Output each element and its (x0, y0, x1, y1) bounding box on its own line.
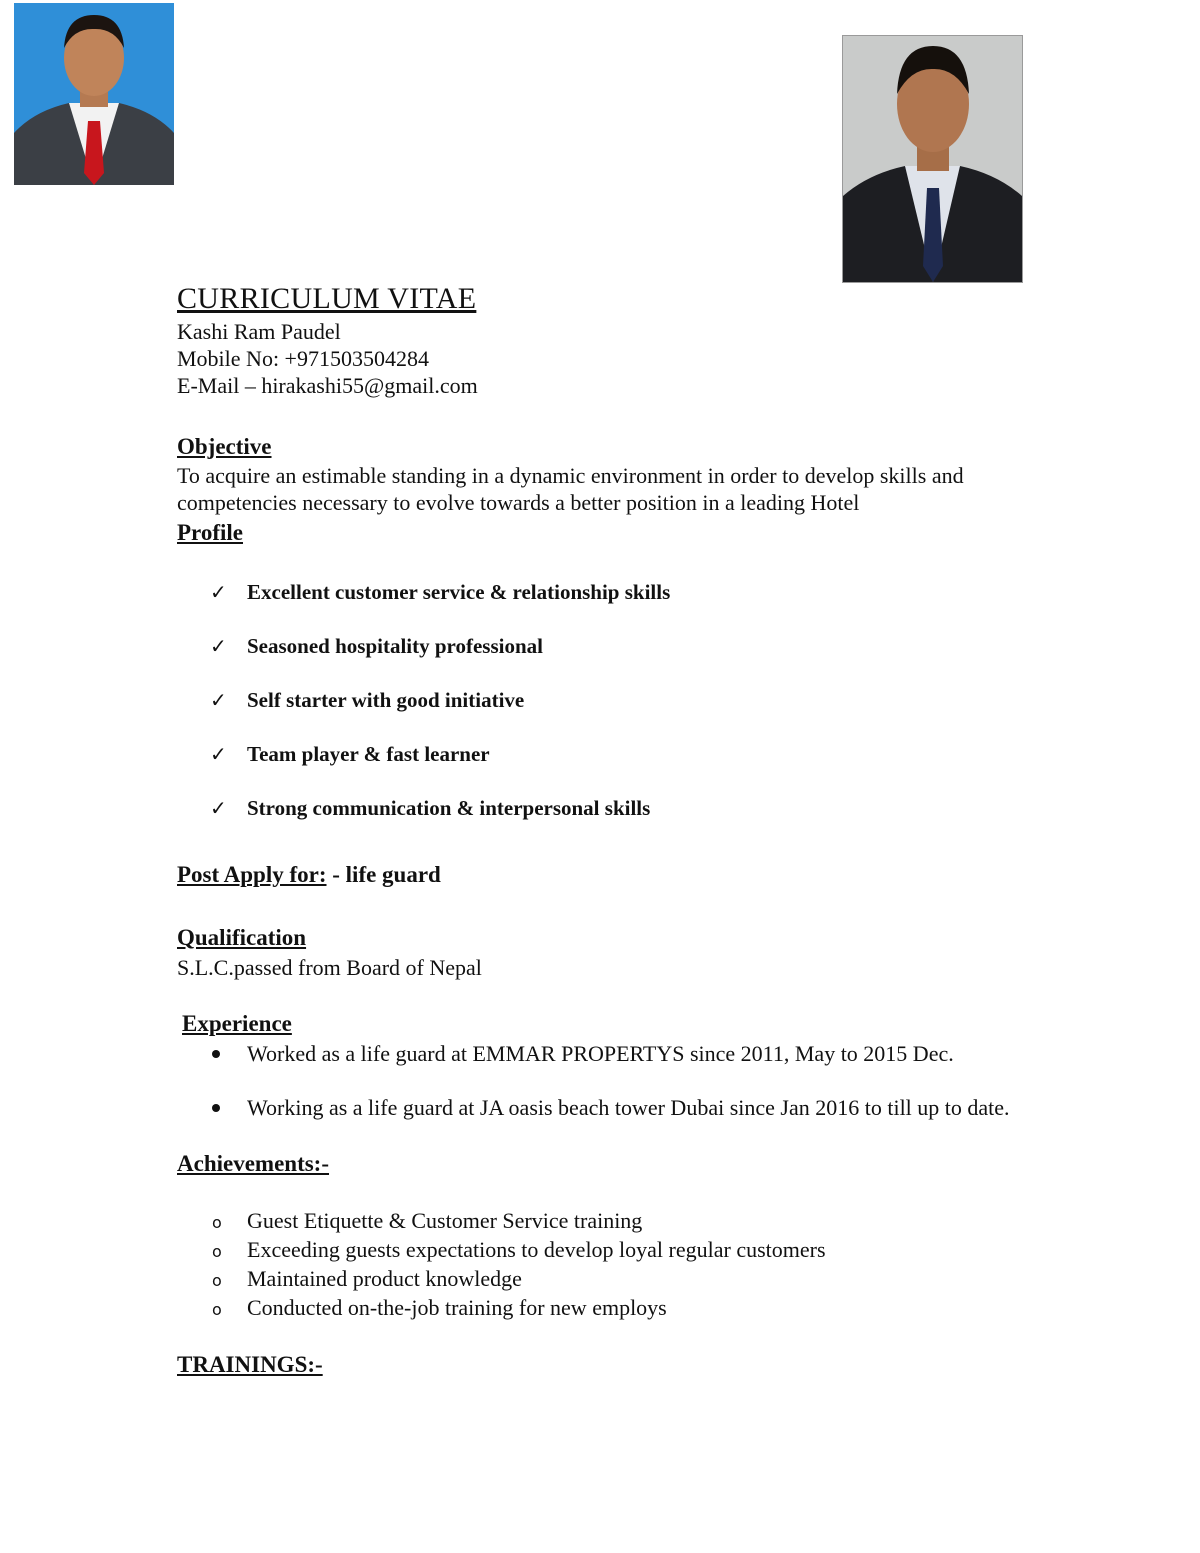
contact-email: E-Mail – hirakashi55@gmail.com (177, 373, 478, 398)
post-applied-value: - life guard (326, 862, 441, 887)
achievement-item (212, 1265, 522, 1294)
achievement-item-text: Conducted on-the-job training for new employs (247, 1295, 667, 1320)
profile-item-text: Self starter with good initiative (247, 688, 525, 712)
circle-bullet-icon: o (212, 1242, 222, 1261)
check-icon: ✓ (210, 688, 227, 712)
post-applied-label: Post Apply for: (177, 862, 327, 887)
experience-item (212, 1040, 1022, 1067)
achievement-item (212, 1236, 826, 1265)
post-applied (177, 862, 441, 888)
profile-item (210, 580, 670, 605)
check-icon: ✓ (210, 580, 227, 604)
circle-bullet-icon: o (212, 1213, 222, 1232)
bullet-icon (212, 1050, 220, 1058)
profile-item-text: Excellent customer service & relationship skills (247, 580, 671, 604)
circle-bullet-icon: o (212, 1271, 222, 1290)
profile-item (210, 796, 650, 821)
bullet-icon (212, 1104, 220, 1112)
page-title: CURRICULUM VITAE (177, 282, 477, 315)
check-icon: ✓ (210, 796, 227, 820)
achievement-item-text: Maintained product knowledge (247, 1266, 522, 1291)
profile-item-text: Seasoned hospitality professional (247, 634, 543, 658)
experience-item-text: Working as a life guard at JA oasis beach tower Dubai since Jan 2016 to till up to date. (247, 1095, 1010, 1120)
achievement-item (212, 1207, 642, 1236)
profile-item (210, 742, 490, 767)
profile-photo-right (842, 35, 1023, 283)
objective-text: To acquire an estimable standing in a dynamic environment in order to develop skills and competencies necessary to evolve towards a better position in a leading Hotel (177, 463, 964, 515)
check-icon: ✓ (210, 742, 227, 766)
achievements-heading: Achievements:- (177, 1151, 330, 1176)
experience-heading: Experience (182, 1011, 292, 1036)
achievement-item (212, 1294, 667, 1323)
profile-item (210, 688, 524, 713)
profile-photo-left (14, 3, 174, 185)
achievement-item-text: Exceeding guests expectations to develop loyal regular customers (247, 1237, 826, 1262)
objective-heading: Objective (177, 434, 272, 459)
profile-item-text: Strong communication & interpersonal skills (247, 796, 651, 820)
trainings-heading: TRAININGS:- (177, 1352, 323, 1377)
circle-bullet-icon: o (212, 1300, 222, 1319)
check-icon: ✓ (210, 634, 227, 658)
experience-item (212, 1094, 1022, 1121)
contact-mobile: Mobile No: +971503504284 (177, 346, 429, 371)
qualification-heading: Qualification (177, 925, 307, 950)
contact-name: Kashi Ram Paudel (177, 319, 341, 344)
achievement-item-text: Guest Etiquette & Customer Service training (247, 1208, 643, 1233)
experience-item-text: Worked as a life guard at EMMAR PROPERTYS since 2011, May to 2015 Dec. (247, 1041, 954, 1066)
profile-item-text: Team player & fast learner (247, 742, 490, 766)
profile-item (210, 634, 543, 659)
qualification-text: S.L.C.passed from Board of Nepal (177, 955, 482, 980)
profile-heading: Profile (177, 520, 243, 545)
